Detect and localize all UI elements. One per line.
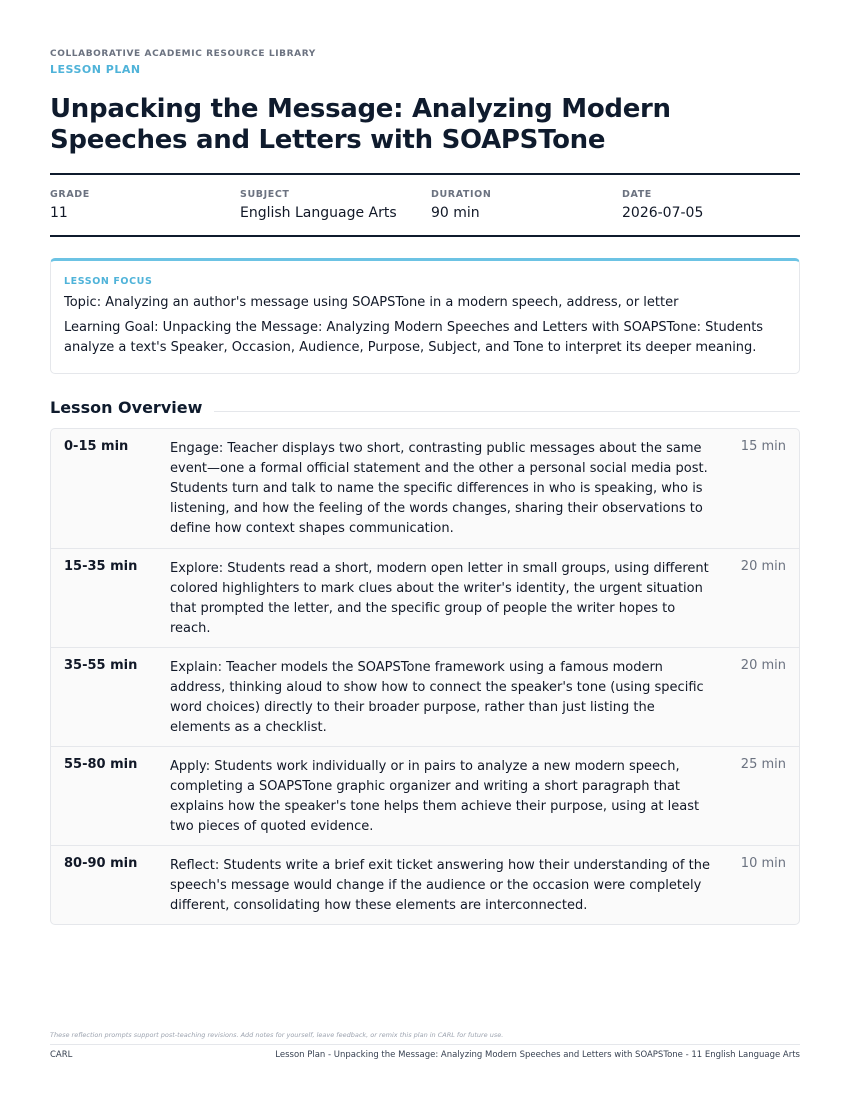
meta-date: [622, 189, 703, 221]
row-activity: Apply: Students work individually or in pairs to analyze a new modern speech, completing a SOAPSTone graphic organizer and writing a short paragraph that explains how the speaker's tone helps them achieve their purpose, using at least two pieces of quoted evidence.: [170, 759, 700, 834]
organization-name: COLLABORATIVE ACADEMIC RESOURCE LIBRARY: [50, 49, 316, 59]
meta-label: SUBJECT: [240, 189, 290, 200]
row-duration: 20 min: [740, 658, 786, 673]
footer-divider: [50, 1044, 800, 1045]
row-time: 55-80 min: [64, 757, 138, 772]
row-time: 35-55 min: [64, 658, 138, 673]
row-time: 15-35 min: [64, 559, 138, 574]
meta-grade: [50, 189, 90, 221]
overview-row: [51, 429, 799, 548]
lesson-meta: [50, 173, 800, 237]
row-duration: 10 min: [740, 856, 786, 871]
lesson-overview-table: [50, 428, 800, 925]
learning-goal: Learning Goal: Unpacking the Message: Analyzing Modern Speeches and Letters with SOAPSTone: Students analyze a text's Speaker, Occasion, Audience, Purpose, Subject, and Tone to interpret its deeper meaning.: [64, 320, 764, 355]
row-activity: Explore: Students read a short, modern open letter in small groups, using different colored highlighters to mark clues about the writer's identity, the urgent situation that prompted the letter, and the specific group of people the writer hopes to reach.: [170, 561, 709, 636]
meta-value: English Language Arts: [240, 205, 397, 221]
row-activity: Reflect: Students write a brief exit ticket answering how their understanding of the speech's message would change if the audience or the occasion were completely different, consolidating how these elements are interconnected.: [170, 858, 710, 913]
lesson-focus-label: LESSON FOCUS: [64, 276, 153, 287]
meta-label: GRADE: [50, 189, 90, 200]
footer-doc-info: Lesson Plan - Unpacking the Message: Analyzing Modern Speeches and Letters with SOAPSTone - 11 English Language Arts: [275, 1050, 800, 1060]
meta-label: DURATION: [431, 189, 492, 200]
page-title: Unpacking the Message: Analyzing Modern Speeches and Letters with SOAPSTone: [50, 94, 671, 155]
overview-row: [51, 746, 799, 845]
row-duration: 20 min: [740, 559, 786, 574]
meta-value: 11: [50, 205, 68, 221]
meta-label: DATE: [622, 189, 652, 200]
overview-row: [51, 548, 799, 647]
row-duration: 15 min: [740, 439, 786, 454]
lesson-focus-card: [50, 258, 800, 374]
section-title: Lesson Overview: [50, 398, 214, 417]
row-activity: Engage: Teacher displays two short, contrasting public messages about the same event—one a formal official statement and the other a personal social media post. Students turn and talk to name the specific differences in who is speaking, who is listening, and how the feeling of the words changes, sharing their observations to define how context shapes communication.: [170, 441, 708, 536]
lesson-overview-header: [50, 398, 800, 418]
document-type: LESSON PLAN: [50, 63, 141, 76]
row-duration: 25 min: [740, 757, 786, 772]
meta-duration: [431, 189, 491, 221]
overview-row: [51, 647, 799, 746]
overview-row: [51, 845, 799, 924]
meta-value: 2026-07-05: [622, 205, 704, 221]
lesson-topic: Topic: Analyzing an author's message using SOAPSTone in a modern speech, address, or letter: [64, 295, 679, 310]
row-time: 0-15 min: [64, 439, 129, 454]
meta-subject: [240, 189, 397, 221]
footer-brand: CARL: [50, 1050, 73, 1060]
section-divider: [205, 411, 800, 412]
row-activity: Explain: Teacher models the SOAPSTone framework using a famous modern address, thinking aloud to show how to connect the speaker's tone (using specific word choices) directly to their broader purpose, rather than just listing the elements as a checklist.: [170, 660, 704, 735]
footer-note: These reflection prompts support post-teaching revisions. Add notes for yourself, leave feedback, or remix this plan in CARL for future use.: [50, 1031, 504, 1039]
meta-value: 90 min: [431, 205, 480, 221]
row-time: 80-90 min: [64, 856, 138, 871]
